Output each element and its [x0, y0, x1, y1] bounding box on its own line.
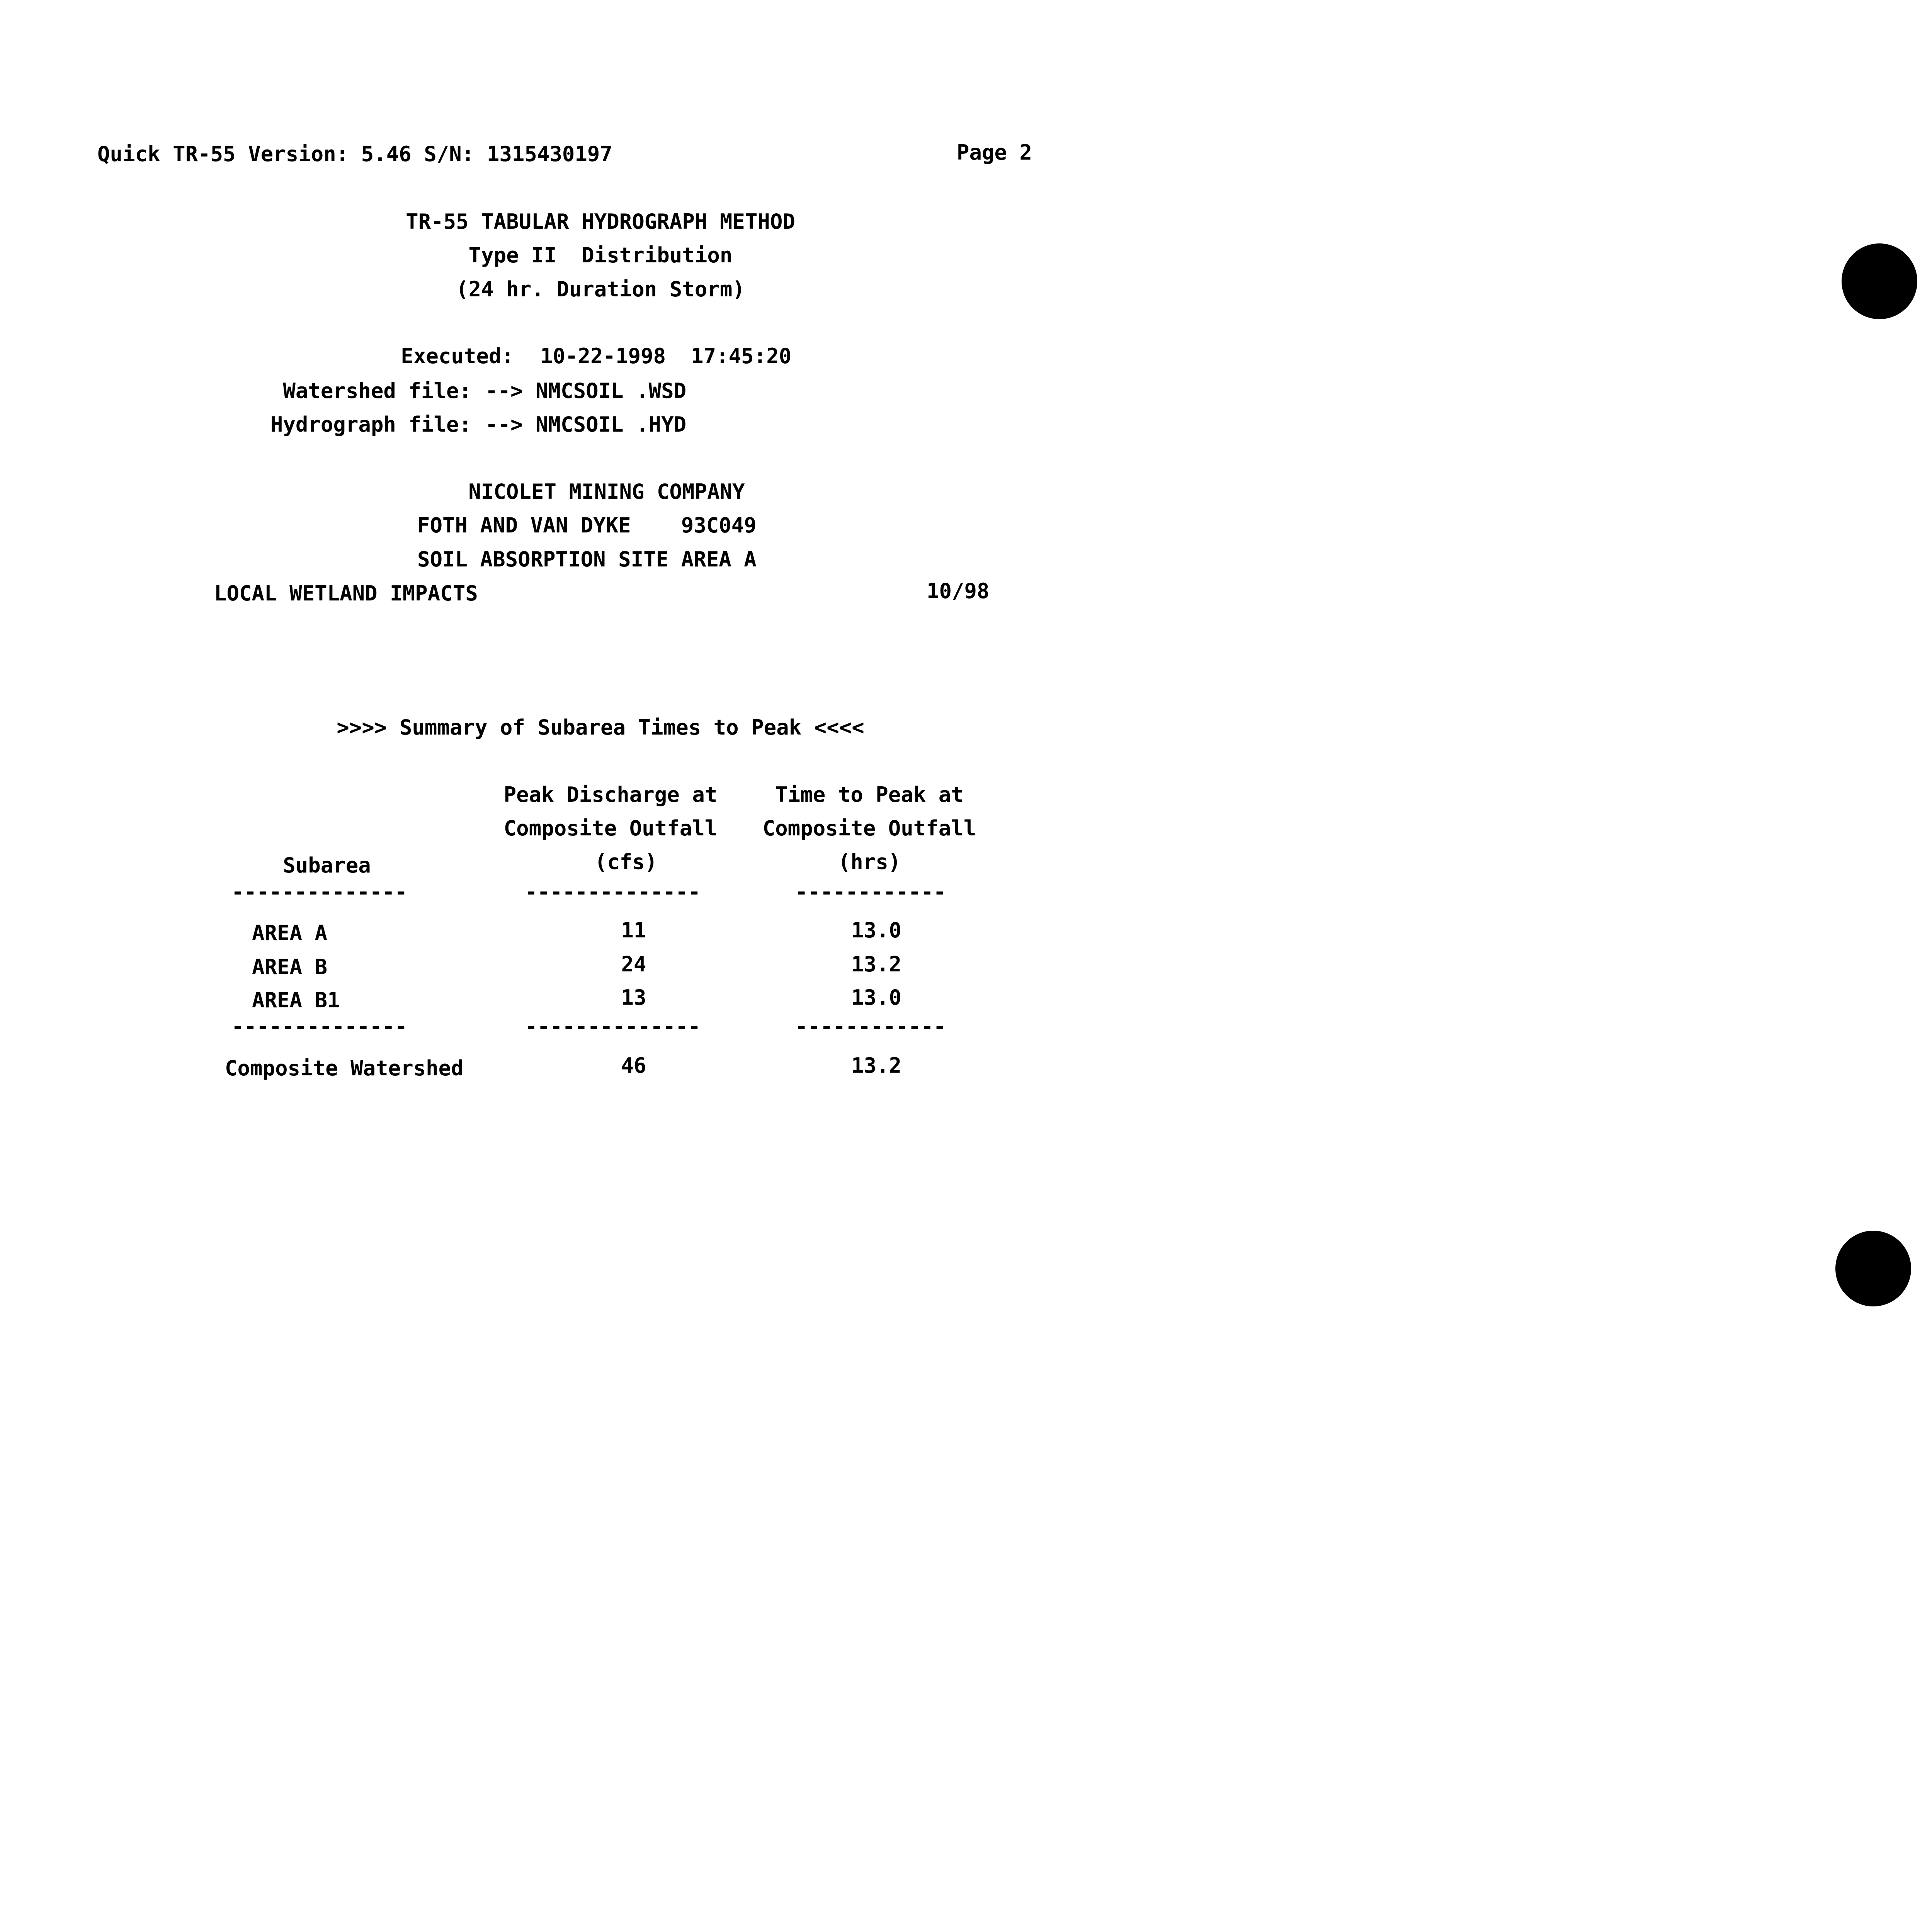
hydrograph-file-value: --> NMCSOIL .HYD: [485, 412, 687, 437]
subarea-header: Subarea: [283, 853, 371, 878]
table-row-peak: 24: [621, 952, 646, 976]
method-title: TR-55 TABULAR HYDROGRAPH METHOD: [406, 209, 795, 234]
time-header-line1: Time to Peak at: [775, 782, 964, 807]
executed-value: 10-22-1998 17:45:20: [540, 344, 792, 368]
summary-title: >>>> Summary of Subarea Times to Peak <<<<: [337, 715, 864, 740]
firm-and-job: FOTH AND VAN DYKE 93C049: [417, 513, 757, 537]
hydrograph-file-label: Hydrograph file:: [270, 412, 471, 437]
peak-header-line2: Composite Outfall: [503, 816, 718, 840]
table-row-subarea: AREA A: [252, 921, 328, 945]
total-row-peak: 46: [621, 1053, 646, 1078]
separator-subarea-bottom: --------------: [231, 1014, 408, 1039]
separator-subarea-top: --------------: [231, 880, 408, 904]
program-version: Quick TR-55 Version: 5.46 S/N: 1315430197: [97, 142, 612, 166]
page-label: Page 2: [957, 140, 1032, 165]
peak-header-line1: Peak Discharge at: [503, 782, 718, 807]
executed-label: Executed:: [401, 344, 514, 368]
storm-duration: (24 hr. Duration Storm): [456, 277, 745, 301]
punch-hole: [1835, 1231, 1911, 1306]
table-row-time: 13.0: [851, 985, 902, 1010]
distribution-type: Type II Distribution: [468, 243, 733, 267]
separator-peak-bottom: --------------: [525, 1014, 701, 1039]
table-row-time: 13.2: [851, 952, 902, 976]
total-row-subarea: Composite Watershed: [225, 1056, 464, 1080]
company-name: NICOLET MINING COMPANY: [468, 480, 745, 504]
table-row-peak: 13: [621, 985, 646, 1010]
table-row-subarea: AREA B: [252, 955, 328, 979]
separator-peak-top: --------------: [525, 880, 701, 904]
subject-line: LOCAL WETLAND IMPACTS: [214, 581, 478, 605]
table-row-subarea: AREA B1: [252, 988, 340, 1012]
separator-time-top: ------------: [795, 880, 946, 904]
table-row-time: 13.0: [851, 918, 902, 942]
time-header-line2: Composite Outfall: [762, 816, 976, 840]
peak-header-unit: (cfs): [594, 850, 658, 874]
project-date: 10/98: [927, 579, 990, 603]
table-row-peak: 11: [621, 918, 646, 942]
watershed-file-label: Watershed file:: [283, 379, 471, 403]
separator-time-bottom: ------------: [795, 1014, 946, 1039]
total-row-time: 13.2: [851, 1053, 902, 1078]
punch-hole: [1842, 243, 1917, 319]
site-name: SOIL ABSORPTION SITE AREA A: [417, 547, 757, 571]
time-header-unit: (hrs): [838, 850, 901, 874]
watershed-file-value: --> NMCSOIL .WSD: [485, 379, 687, 403]
